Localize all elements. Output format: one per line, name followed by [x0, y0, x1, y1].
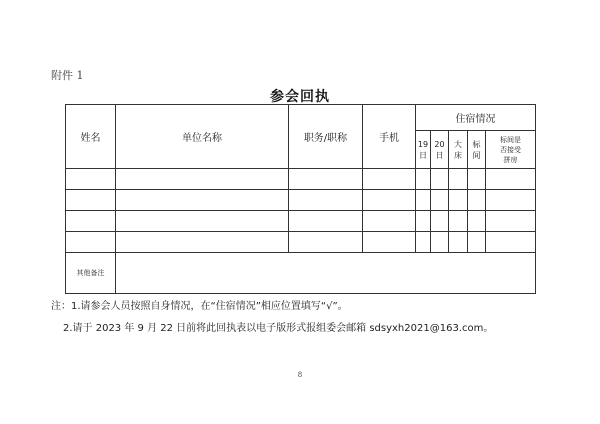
table-cell[interactable]	[116, 190, 289, 211]
table-cell[interactable]	[363, 232, 416, 253]
header-standard: 标 间	[468, 131, 486, 169]
remarks-label: 其他备注	[66, 253, 116, 294]
table-cell[interactable]	[363, 169, 416, 190]
table-cell[interactable]	[363, 211, 416, 232]
remarks-field[interactable]	[116, 253, 536, 294]
table-row	[66, 190, 536, 211]
table-cell[interactable]	[66, 169, 116, 190]
registration-table	[65, 104, 536, 294]
table-cell[interactable]	[431, 211, 449, 232]
table-row	[66, 211, 536, 232]
header-unit: 单位名称	[116, 105, 289, 169]
table-cell[interactable]	[116, 232, 289, 253]
table-cell[interactable]	[289, 169, 363, 190]
table-cell[interactable]	[486, 190, 536, 211]
header-bed: 大 床	[449, 131, 468, 169]
table-row	[66, 169, 536, 190]
table-cell[interactable]	[289, 211, 363, 232]
table-cell[interactable]	[431, 232, 449, 253]
table-cell[interactable]	[289, 190, 363, 211]
table-cell[interactable]	[486, 211, 536, 232]
form-title: 参会回执	[270, 89, 330, 105]
table-cell[interactable]	[468, 211, 486, 232]
table-cell[interactable]	[449, 169, 468, 190]
table-cell[interactable]	[431, 169, 449, 190]
table-cell[interactable]	[468, 169, 486, 190]
table-cell[interactable]	[416, 211, 431, 232]
header-accommodation: 住宿情况	[416, 105, 536, 131]
header-day19: 19 日	[416, 131, 431, 169]
table-cell[interactable]	[486, 169, 536, 190]
table-cell[interactable]	[449, 211, 468, 232]
table-cell[interactable]	[416, 190, 431, 211]
table-cell[interactable]	[66, 232, 116, 253]
table-cell[interactable]	[449, 232, 468, 253]
note-1: 注：1.请参会人员按照自身情况，在“住宿情况”相应位置填写“√”。	[51, 301, 348, 312]
table-cell[interactable]	[116, 211, 289, 232]
table-cell[interactable]	[416, 169, 431, 190]
table-cell[interactable]	[416, 232, 431, 253]
header-position: 职务/职称	[289, 105, 363, 169]
table-cell[interactable]	[66, 190, 116, 211]
table-cell[interactable]	[431, 190, 449, 211]
header-phone: 手机	[363, 105, 416, 169]
note-2: 2.请于 2023 年 9 月 22 日前将此回执表以电子版形式报组委会邮箱 sdsyxh2021@163.com。	[63, 323, 494, 334]
header-share: 标间是 否接受 拼房	[486, 131, 536, 169]
table-body	[66, 169, 536, 253]
header-day20: 20 日	[431, 131, 449, 169]
table-cell[interactable]	[486, 232, 536, 253]
table-cell[interactable]	[66, 211, 116, 232]
table-row	[66, 232, 536, 253]
table-cell[interactable]	[468, 232, 486, 253]
header-name: 姓名	[66, 105, 116, 169]
attachment-label: 附件 1	[51, 69, 84, 82]
table-cell[interactable]	[468, 190, 486, 211]
table-cell[interactable]	[116, 169, 289, 190]
table-cell[interactable]	[363, 190, 416, 211]
page-number: 8	[297, 371, 303, 379]
table-cell[interactable]	[449, 190, 468, 211]
table-cell[interactable]	[289, 232, 363, 253]
